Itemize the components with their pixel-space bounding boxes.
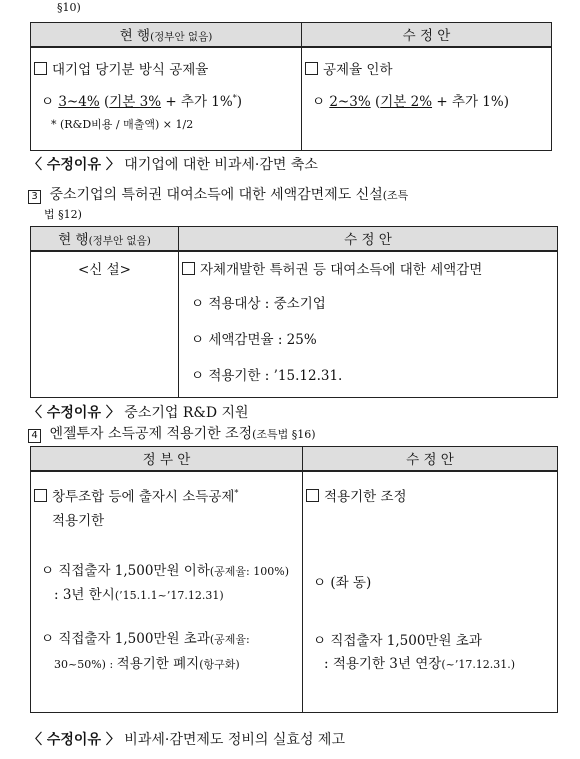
bullet-deadline: ㅇ 적용기한 : ’15.12.31. bbox=[191, 367, 343, 384]
section3-title-cont: 법 §12) bbox=[44, 208, 82, 221]
revised-item: 적용기한 조정 bbox=[306, 485, 407, 505]
revised-item: 자체개발한 특허권 등 대여소득에 대한 세액감면 bbox=[182, 258, 482, 278]
section1-table bbox=[30, 22, 552, 151]
checkbox-icon bbox=[182, 262, 195, 275]
revised-bullet-2-cont: : 적용기한 3년 연장(~’17.12.31.) bbox=[324, 655, 516, 672]
header-current: 현 행(정부안 없음) bbox=[31, 23, 302, 47]
revised-cell bbox=[302, 47, 552, 151]
continued-reference: §10) bbox=[57, 1, 81, 14]
revised-rate-line: ㅇ 2~3% (기본 2% + 추가 1%) bbox=[312, 93, 509, 110]
checkbox-icon bbox=[34, 489, 47, 502]
gov-item-cont: 적용기한 bbox=[52, 512, 105, 529]
bullet-rate: ㅇ 세액감면율 : 25% bbox=[191, 331, 317, 348]
reason-4: 〈 수정이유 〉 비과세·감면제도 정비의 실효성 제고 bbox=[28, 732, 345, 748]
gov-item: 창투조합 등에 출자시 소득공제* bbox=[34, 485, 238, 505]
gov-bullet-2: ㅇ 직접출자 1,500만원 초과(공제율: bbox=[41, 630, 250, 647]
section4-title: 4 엔젤투자 소득공제 적용기한 조정(조특법 §16) bbox=[28, 423, 316, 443]
current-cell bbox=[31, 47, 302, 151]
header-revised: 수 정 안 bbox=[302, 23, 552, 47]
revised-cell bbox=[179, 251, 558, 398]
revised-bullet-2: ㅇ 직접출자 1,500만원 초과 bbox=[313, 632, 482, 649]
section3-title: 3 중소기업의 특허권 대여소득에 대한 세액감면제도 신설(조특 bbox=[28, 184, 408, 204]
gov-bullet-2-cont: 30~50%) : 적용기한 폐지(항구화) bbox=[54, 655, 240, 672]
government-cell bbox=[31, 471, 303, 713]
checkbox-icon bbox=[306, 489, 319, 502]
bullet-target: ㅇ 적용대상 : 중소기업 bbox=[191, 295, 326, 312]
checkbox-icon bbox=[305, 62, 318, 75]
section4-table bbox=[30, 446, 558, 713]
reason-1: 〈 수정이유 〉 대기업에 대한 비과세·감면 축소 bbox=[28, 157, 318, 173]
current-item: 대기업 당기분 방식 공제율 bbox=[34, 58, 208, 78]
header-current: 현 행(정부안 없음) bbox=[31, 227, 179, 251]
revised-cell bbox=[303, 471, 558, 713]
checkbox-icon bbox=[34, 62, 47, 75]
section3-table bbox=[30, 226, 558, 398]
current-cell bbox=[31, 251, 179, 398]
current-footnote: * (R&D비용 / 매출액) × 1/2 bbox=[51, 117, 194, 131]
section-number-box: 4 bbox=[28, 429, 41, 443]
current-rate-line: ㅇ 3~4% (기본 3% + 추가 1%*) bbox=[41, 93, 242, 110]
gov-bullet-1: ㅇ 직접출자 1,500만원 이하(공제율: 100%) bbox=[41, 562, 290, 579]
revised-bullet-1: ㅇ (좌 동) bbox=[313, 574, 372, 591]
reason-3: 〈 수정이유 〉 중소기업 R&D 지원 bbox=[28, 405, 249, 421]
gov-bullet-1-cont: : 3년 한시(’15.1.1~’17.12.31) bbox=[54, 586, 224, 603]
revised-item: 공제율 인하 bbox=[305, 58, 393, 78]
header-revised: 수 정 안 bbox=[179, 227, 558, 251]
section-number-box: 3 bbox=[28, 190, 41, 204]
new-provision-label: <신 설> bbox=[78, 261, 131, 278]
header-revised: 수 정 안 bbox=[303, 447, 558, 471]
header-government: 정 부 안 bbox=[31, 447, 303, 471]
